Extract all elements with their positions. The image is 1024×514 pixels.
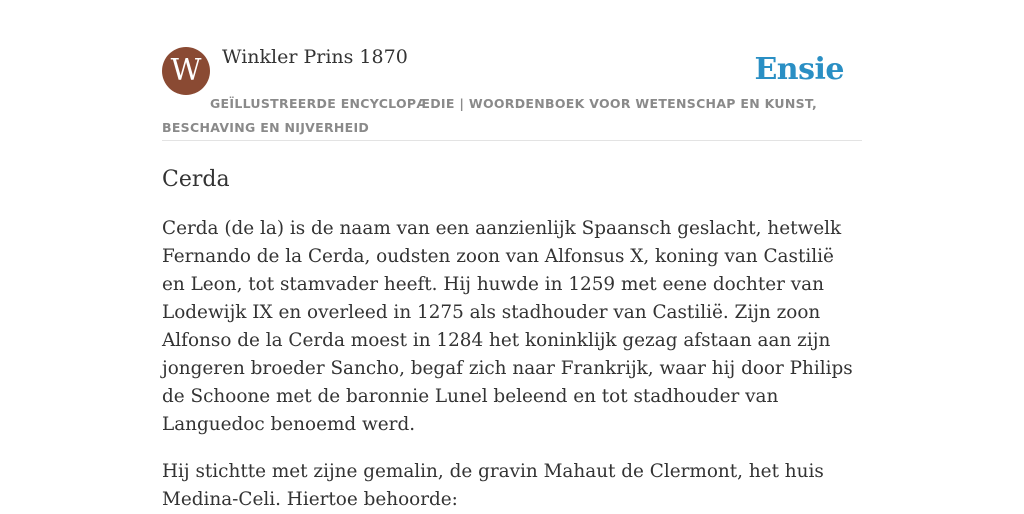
- ensie-logo[interactable]: Ensie: [754, 52, 844, 87]
- page-container: [162, 0, 862, 514]
- entry-paragraph: Hij stichtte met zijne gemalin, de gravin Mahaut de Clermont, het huis Medina-Celi. Hiertoe behoorde:: [162, 461, 824, 510]
- source-title[interactable]: Winkler Prins 1870: [222, 46, 408, 68]
- source-header: [162, 0, 862, 141]
- source-subtitle: GEÏLLUSTREERDE ENCYCLOPÆDIE | WOORDENBOEK VOOR WETENSCHAP EN KUNST, BESCHAVING EN NIJVERHEID: [162, 96, 818, 135]
- source-avatar[interactable]: W: [162, 47, 210, 95]
- entry-paragraph: Cerda (de la) is de naam van een aanzienlijk Spaansch geslacht, hetwelk Fernando de la Cerda, oudsten zoon van Alfonsus X, koning van Castilië en Leon, tot stamvader heeft. Hij huwde in 1259 met eene dochter van Lodewijk IX en overleed in 1275 als stadhouder van Castilië. Zijn zoon Alfonso de la Cerda moest in 1284 het koninklijk gezag afstaan aan zijn jongeren broeder Sancho, begaf zich naar Frankrijk, waar hij door Philips de Schoone met de baronnie Lunel beleend en tot stadhouder van Languedoc benoemd werd.: [162, 218, 853, 435]
- entry-title: Cerda: [162, 167, 230, 192]
